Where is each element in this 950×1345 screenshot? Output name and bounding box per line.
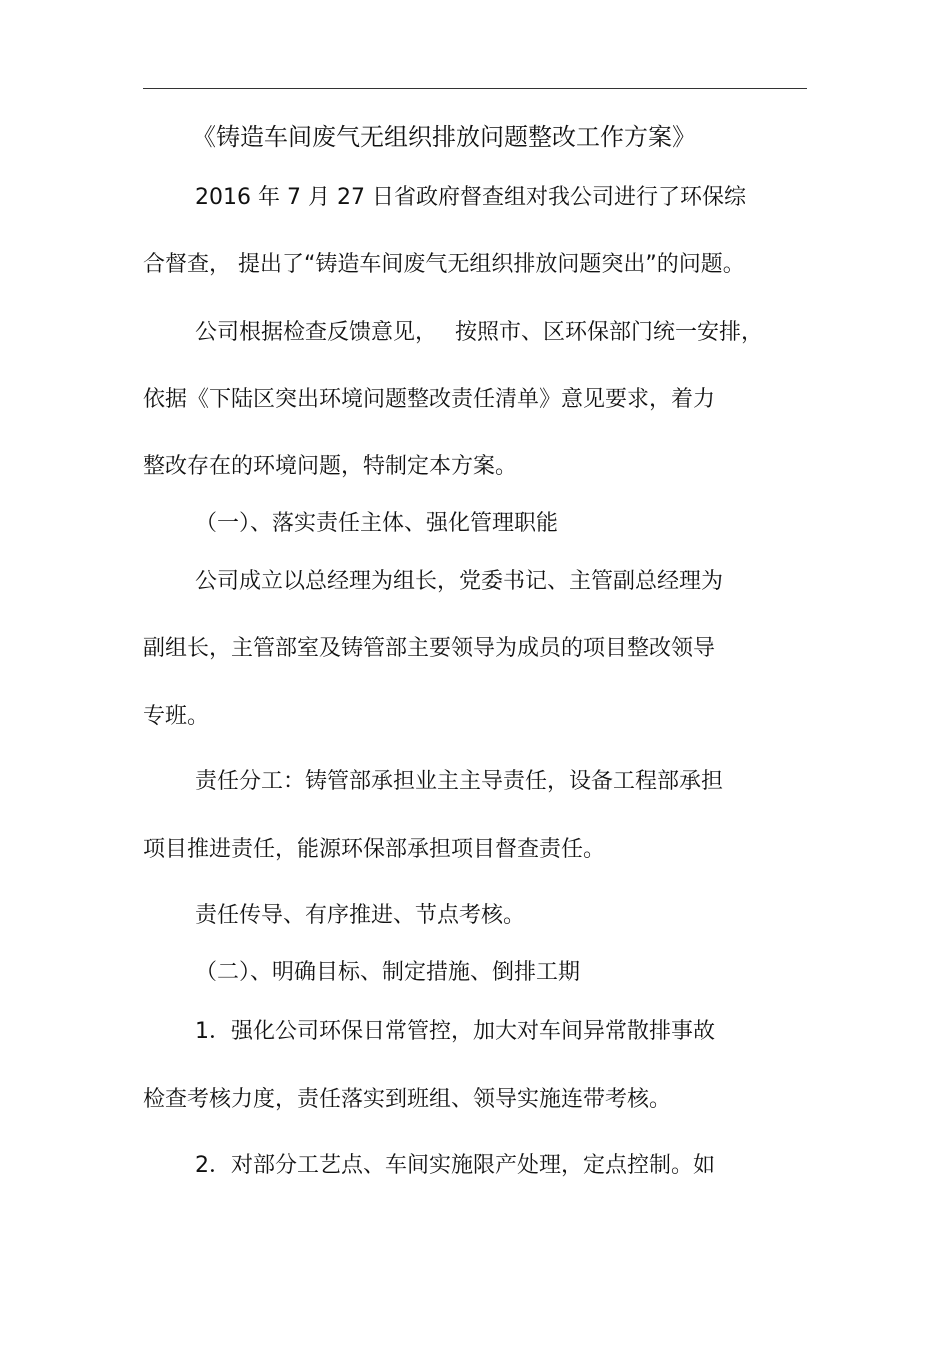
paragraph-line-3: 公司根据检查反馈意见， 按照市、区环保部门统一安排， [195,320,763,345]
paragraph-line-2: 合督查， 提出了“铸造车间废气无组织排放问题突出”的问题。 [143,252,745,277]
paragraph-line-11: 责任传导、有序推进、节点考核。 [195,903,526,928]
paragraph-line-9: 责任分工：铸管部承担业主主导责任，设备工程部承担 [195,769,724,794]
document-title: 《铸造车间废气无组织排放问题整改工作方案》 [192,123,696,151]
list-item-1-line-2: 检查考核力度，责任落实到班组、领导实施连带考核。 [143,1087,672,1112]
section-heading-1: （一）、落实责任主体、强化管理职能 [195,511,559,536]
paragraph-line-5: 整改存在的环境问题，特制定本方案。 [143,454,518,479]
paragraph-line-8: 专班。 [143,704,210,729]
header-rule [143,88,807,89]
list-item-1-line-1: 1．强化公司环保日常管控，加大对车间异常散排事故 [195,1019,715,1044]
list-item-2-line-1: 2．对部分工艺点、车间实施限产处理，定点控制。如 [195,1153,715,1178]
section-heading-2: （二）、明确目标、制定措施、倒排工期 [195,960,581,985]
paragraph-line-6: 公司成立以总经理为组长，党委书记、主管副总经理为 [195,569,724,594]
paragraph-line-4: 依据《下陆区突出环境问题整改责任清单》意见要求，着力 [143,387,716,412]
paragraph-line-10: 项目推进责任，能源环保部承担项目督查责任。 [143,837,606,862]
paragraph-line-1: 2016 年 7 月 27 日省政府督查组对我公司进行了环保综 [195,185,746,210]
paragraph-line-7: 副组长，主管部室及铸管部主要领导为成员的项目整改领导 [143,636,716,661]
